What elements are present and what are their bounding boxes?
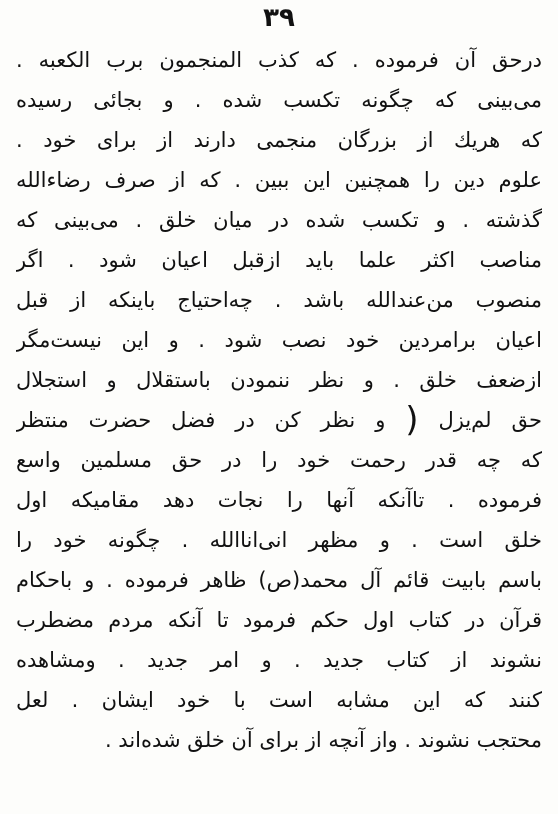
text-line-15: قرآن در کتاب اول حکم فرمود تا آنکه مردم مضطرب xyxy=(16,608,542,632)
text-line-10-end: و نظر کن در فضل حضرت منتظر xyxy=(16,408,386,432)
text-line-8: اعیان برامردین خود نصب شود . و این نیست‌مگر xyxy=(16,328,542,352)
text-line-10-start: حق لم‌یزل xyxy=(438,408,542,432)
text-line-16: نشوند از کتاب جدید . و امر جدید . ومشاهده xyxy=(16,648,542,672)
text-line-14: باسم بابیت قائم آل محمد(ص) ظاهر فرموده . و باحکام xyxy=(16,568,542,592)
text-line-1: درحق آن فرموده . که کذب المنجمون برب الکعبه . xyxy=(16,48,542,72)
text-line-2: می‌بینی که چگونه تکسب شده . و بجائی رسیده xyxy=(16,88,542,112)
text-line-9: ازضعف خلق . و نظر ننمودن باستقلال و استجلال xyxy=(16,368,542,392)
text-line-10 xyxy=(16,400,542,440)
text-line-7: منصوب من‌عندالله باشد . چه‌احتیاج باینکه از قبل xyxy=(16,288,542,312)
text-line-18: محتجب نشوند . واز آنچه از برای آن خلق شده‌اند . xyxy=(104,728,542,752)
text-line-11: که چه قدر رحمت خود را در حق مسلمین واسع xyxy=(16,448,542,472)
page-number: ۳۹ xyxy=(263,3,295,33)
text-line-3: که هریك از بزرگان منجمی دارند از برای خود . xyxy=(16,128,542,152)
text-line-12: فرموده . تاآنکه آنها را نجات دهد مقامیکه اول xyxy=(16,488,542,512)
text-line-17: کنند که این مشابه است با خود ایشان . لعل xyxy=(16,688,542,712)
text-line-5: گذشته . و تکسب شده در میان خلق . می‌بینی که xyxy=(16,208,542,232)
text-line-13: خلق است . و مظهر انی‌اناالله . چگونه خود را xyxy=(16,528,542,552)
text-line-4: علوم دین را همچنین این ببین . که از صرف رضاءالله xyxy=(16,168,542,192)
body-text xyxy=(16,40,542,760)
text-line-6: مناصب اکثر علما باید ازقبل اعیان شود . اگر xyxy=(16,248,542,272)
open-parenthesis: ( xyxy=(405,400,419,440)
